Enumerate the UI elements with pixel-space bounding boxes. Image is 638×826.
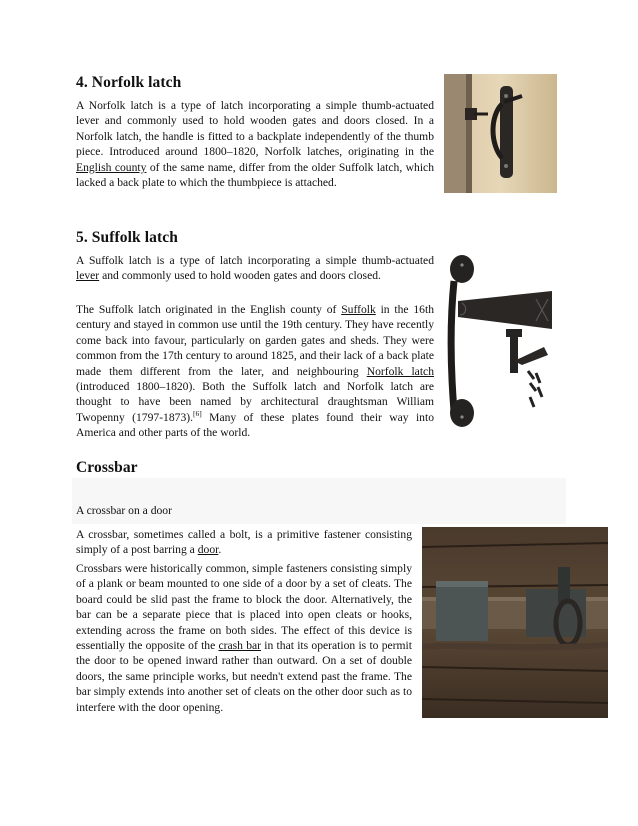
suffolk-heading: 5. Suffolk latch — [76, 229, 178, 246]
crossbar-paragraph-1 — [76, 527, 412, 558]
text-run: Crossbars were historically common, simple fasteners consisting simply of a plank or beam mounted to one side of a door by a set of cleats. The board could be slid past the frame to block the door. Alternatively, the bar can be a separate piece that is placed into open cleats or hooks, extending across the frame on both sides. The effect of this device is essentially the opposite of the — [76, 562, 412, 653]
text-run: Many of these plates found their way into America and other parts of the world. — [76, 410, 435, 440]
norfolk-latch-photo — [444, 74, 557, 193]
text-run: and commonly used to hold wooden gates and doors closed. — [99, 269, 381, 283]
text-run: A Suffolk latch is a type of latch incorporating a simple thumb-actuated — [76, 254, 434, 267]
text-run: in that its operation is to permit the door to be opened inward rather than outward. On a set of double doors, the same principle works, but needn't extend past the frame. The bar simply extends into another set of cleats on the other door such as to interfere with the door opening. — [76, 639, 412, 714]
crossbar-heading: Crossbar — [76, 459, 138, 476]
crossbar-door-photo — [422, 527, 608, 718]
inline-link[interactable]: lever — [76, 269, 100, 283]
suffolk-latch-photo — [444, 251, 557, 431]
norfolk-heading: 4. Norfolk latch — [76, 74, 182, 91]
suffolk-paragraph-2 — [76, 302, 434, 441]
citation-link[interactable]: [6] — [193, 408, 202, 418]
text-run: A Norfolk latch is a type of latch incorporating a simple thumb-actuated lever and commonly used to hold wooden gates and doors closed. In a Norfolk latch, the handle is fitted to a backplate independently of the thumb piece. Introduced around 1800–1820, Norfolk latches, originating in the — [76, 99, 434, 159]
norfolk-paragraph — [76, 98, 434, 190]
inline-link[interactable]: crash bar — [218, 639, 262, 653]
inline-link[interactable]: Norfolk latch — [366, 364, 434, 378]
inline-link[interactable]: Suffolk — [341, 303, 376, 316]
inline-link[interactable]: door — [197, 543, 219, 557]
text-run: A crossbar, sometimes called a bolt, is a primitive fastener consisting simply of a post barring a — [76, 528, 412, 557]
inline-link[interactable]: English county — [76, 160, 147, 174]
text-run: in the 16th century and stayed in common use until the 19th century. They have recently come back into favour, particularly on garden gates and sheds. They were common from the 17th century to around 1825, and their lack of a back plate made them different from the later, and neighbouring — [76, 303, 434, 378]
crossbar-caption: A crossbar on a door — [76, 504, 172, 517]
crossbar-paragraph-2 — [76, 561, 412, 715]
suffolk-paragraph-1 — [76, 253, 434, 284]
text-run: The Suffolk latch originated in the English county of — [76, 303, 342, 316]
text-run: (introduced 1800–1820). Both the Suffolk latch and Norfolk latch are thought to have been named by architectural draughtsman William Twopenny (1797-1873). — [76, 380, 434, 424]
text-run: of the same name, differ from the older Suffolk latch, which lacked a back plate to which the thumbpiece is attached. — [76, 160, 434, 190]
text-run: . — [218, 543, 222, 557]
